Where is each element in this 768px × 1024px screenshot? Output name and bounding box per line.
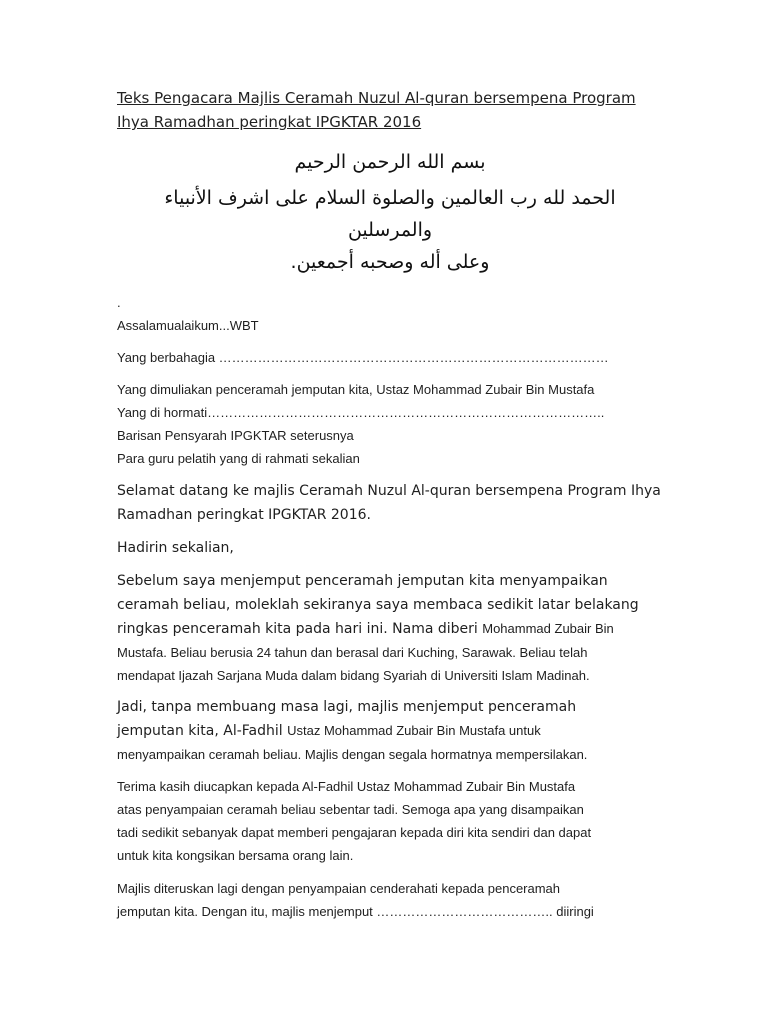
guest-list-item: Para guru pelatih yang di rahmati sekalian [117,451,360,466]
hadirin-line: Hadirin sekalian, [117,540,234,556]
intro-line [117,617,662,641]
invite-line [117,719,662,743]
closing-paragraph [117,877,662,923]
guest-list [117,378,662,470]
greeting-line: Assalamualaikum...WBT [117,318,259,333]
intro-line: Sebelum saya menjemput penceramah jemputan kita menyampaikan [117,573,608,589]
arabic-hamdalah-cont: والمرسلين [347,219,433,241]
welcome-line: Selamat datang ke majlis Ceramah Nuzul Al-quran bersempena Program Ihya [117,483,661,499]
guest-list-item: Yang dimuliakan penceramah jemputan kita, Ustaz Mohammad Zubair Bin Mustafa [117,382,595,397]
arabic-salawat: وعلى أله وصحبه أجمعين. [290,251,490,273]
intro-line: Mustafa. Beliau berusia 24 tahun dan berasal dari Kuching, Sarawak. Beliau telah [117,645,588,660]
intro-paragraph [117,569,662,687]
thanks-paragraph [117,775,662,867]
invite-line: Jadi, tanpa membuang masa lagi, majlis menjemput penceramah [117,699,577,715]
thanks-line: Terima kasih diucapkan kepada Al-Fadhil Ustaz Mohammad Zubair Bin Mustafa [117,779,576,794]
thanks-line: atas penyampaian ceramah beliau sebentar tadi. Semoga apa yang disampaikan [117,802,584,817]
separator-dot: . [117,295,121,310]
intro-line-part: Mohammad Zubair Bin [482,621,614,636]
honorific-line [117,346,662,369]
thanks-line: tadi sedikit sebanyak dapat memberi pengajaran kepada diri kita sendiri dan dapat [117,825,592,840]
invite-line-part: Ustaz Mohammad Zubair Bin Mustafa untuk [287,723,541,738]
intro-line-part: ringkas penceramah kita pada hari ini. Nama diberi [117,621,483,637]
arabic-hamdalah: الحمد لله رب العالمين والصلوة السلام على اشرف الأنبياء [164,187,616,209]
honorific-text: Yang berbahagia ……………………………………………………………………………… [117,350,609,365]
invite-paragraph [117,695,662,766]
guest-list-item: Barisan Pensyarah IPGKTAR seterusnya [117,428,354,443]
intro-line: mendapat Ijazah Sarjana Muda dalam bidang Syariah di Universiti Islam Madinah. [117,668,590,683]
arabic-basmala: بسم الله الرحمن الرحيم [294,151,486,173]
thanks-line: untuk kita kongsikan bersama orang lain. [117,848,354,863]
invite-line-part: jemputan kita, Al-Fadhil [117,723,288,739]
intro-line: ceramah beliau, moleklah sekiranya saya membaca sedikit latar belakang [117,597,639,613]
arabic-opening [110,146,670,278]
closing-line: jemputan kita. Dengan itu, majlis menjemput ………………………………….. diiringi [117,904,594,919]
welcome-paragraph [117,479,662,527]
closing-line: Majlis diteruskan lagi dengan penyampaian cenderahati kepada penceramah [117,881,561,896]
document-title: Teks Pengacara Majlis Ceramah Nuzul Al-quran bersempena Program Ihya Ramadhan peringkat IPGKTAR 2016 [117,89,636,131]
invite-line: menyampaikan ceramah beliau. Majlis dengan segala hormatnya mempersilakan. [117,747,588,762]
welcome-line: Ramadhan peringkat IPGKTAR 2016. [117,507,371,523]
guest-list-item: Yang di hormati……………………………………………………………………………….. [117,405,605,420]
